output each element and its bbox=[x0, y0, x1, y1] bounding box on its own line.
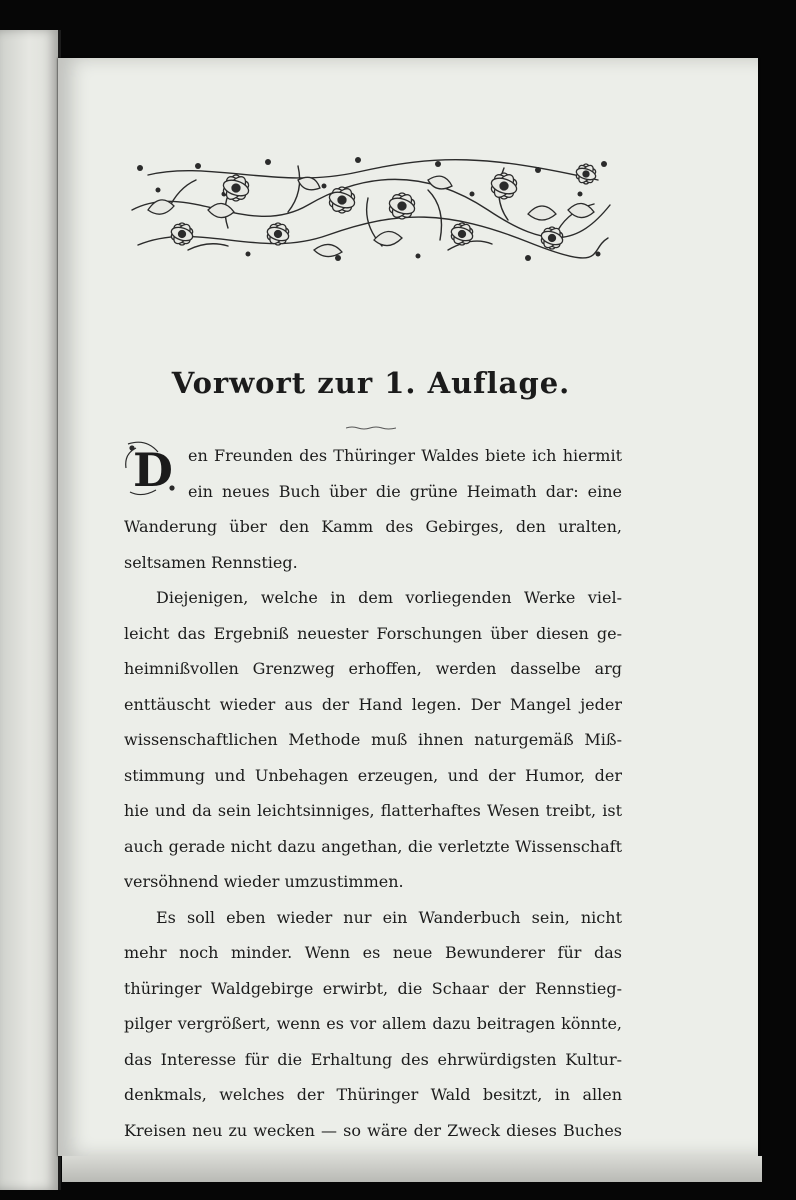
page-heading: Vorwort zur 1. Auflage. bbox=[171, 366, 571, 400]
text-line: en Freunden des Thüringer Waldes biete ich hiermit bbox=[188, 446, 622, 465]
text-line: heimnißvollen Grenzweg erhoffen, werden dasselbe arg bbox=[124, 659, 622, 678]
text-line: thüringer Waldgebirge erwirbt, die Schaar der Rennstieg- bbox=[124, 978, 622, 998]
text-line: ein neues Buch über die grüne Heimath dar: eine bbox=[188, 481, 622, 501]
floral-ornament-header bbox=[128, 150, 614, 268]
text-line: Wanderung über den Kamm des Gebirges, den uralten, bbox=[124, 517, 622, 536]
text-line: Diejenigen, welche in dem vorliegenden Werke viel- bbox=[156, 588, 622, 607]
text-line: wissenschaftlichen Methode muß ihnen naturgemäß Miß- bbox=[124, 730, 622, 749]
text-line: hie und da sein leichtsinniges, flatterhaftes Wesen treibt, ist bbox=[124, 801, 622, 820]
text-line: versöhnend wieder umzustimmen. bbox=[124, 872, 404, 891]
text-line: enttäuscht wieder aus der Hand legen. Der Mangel jeder bbox=[124, 694, 622, 714]
page-edge-bottom bbox=[62, 1156, 762, 1182]
text-line: seltsamen Rennstieg. bbox=[124, 552, 298, 572]
text-line: denkmals, welches der Thüringer Wald besitzt, in allen bbox=[124, 1085, 622, 1104]
text-line: pilger vergrößert, wenn es vor allem dazu beitragen könnte, bbox=[124, 1014, 622, 1033]
text-line: das Interesse für die Erhaltung des ehrwürdigsten Kultur- bbox=[124, 1049, 622, 1069]
left-page-edge bbox=[0, 30, 61, 1190]
initial-letter: D bbox=[133, 443, 173, 497]
text-line: Kreisen neu zu wecken — so wäre der Zweck dieses Buches bbox=[124, 1120, 622, 1140]
text-line: mehr noch minder. Wenn es neue Bewunderer für das bbox=[124, 943, 622, 962]
text-line: leicht das Ergebniß neuester Forschungen über diesen ge- bbox=[124, 623, 622, 643]
heading-divider bbox=[346, 426, 396, 430]
preface-text bbox=[124, 438, 622, 1148]
text-line: auch gerade nicht dazu angethan, die verletzte Wissenschaft bbox=[124, 836, 622, 856]
text-line: stimmung und Unbehagen erzeugen, und der Humor, der bbox=[124, 765, 622, 785]
text-line: Es soll eben wieder nur ein Wanderbuch sein, nicht bbox=[156, 907, 622, 927]
